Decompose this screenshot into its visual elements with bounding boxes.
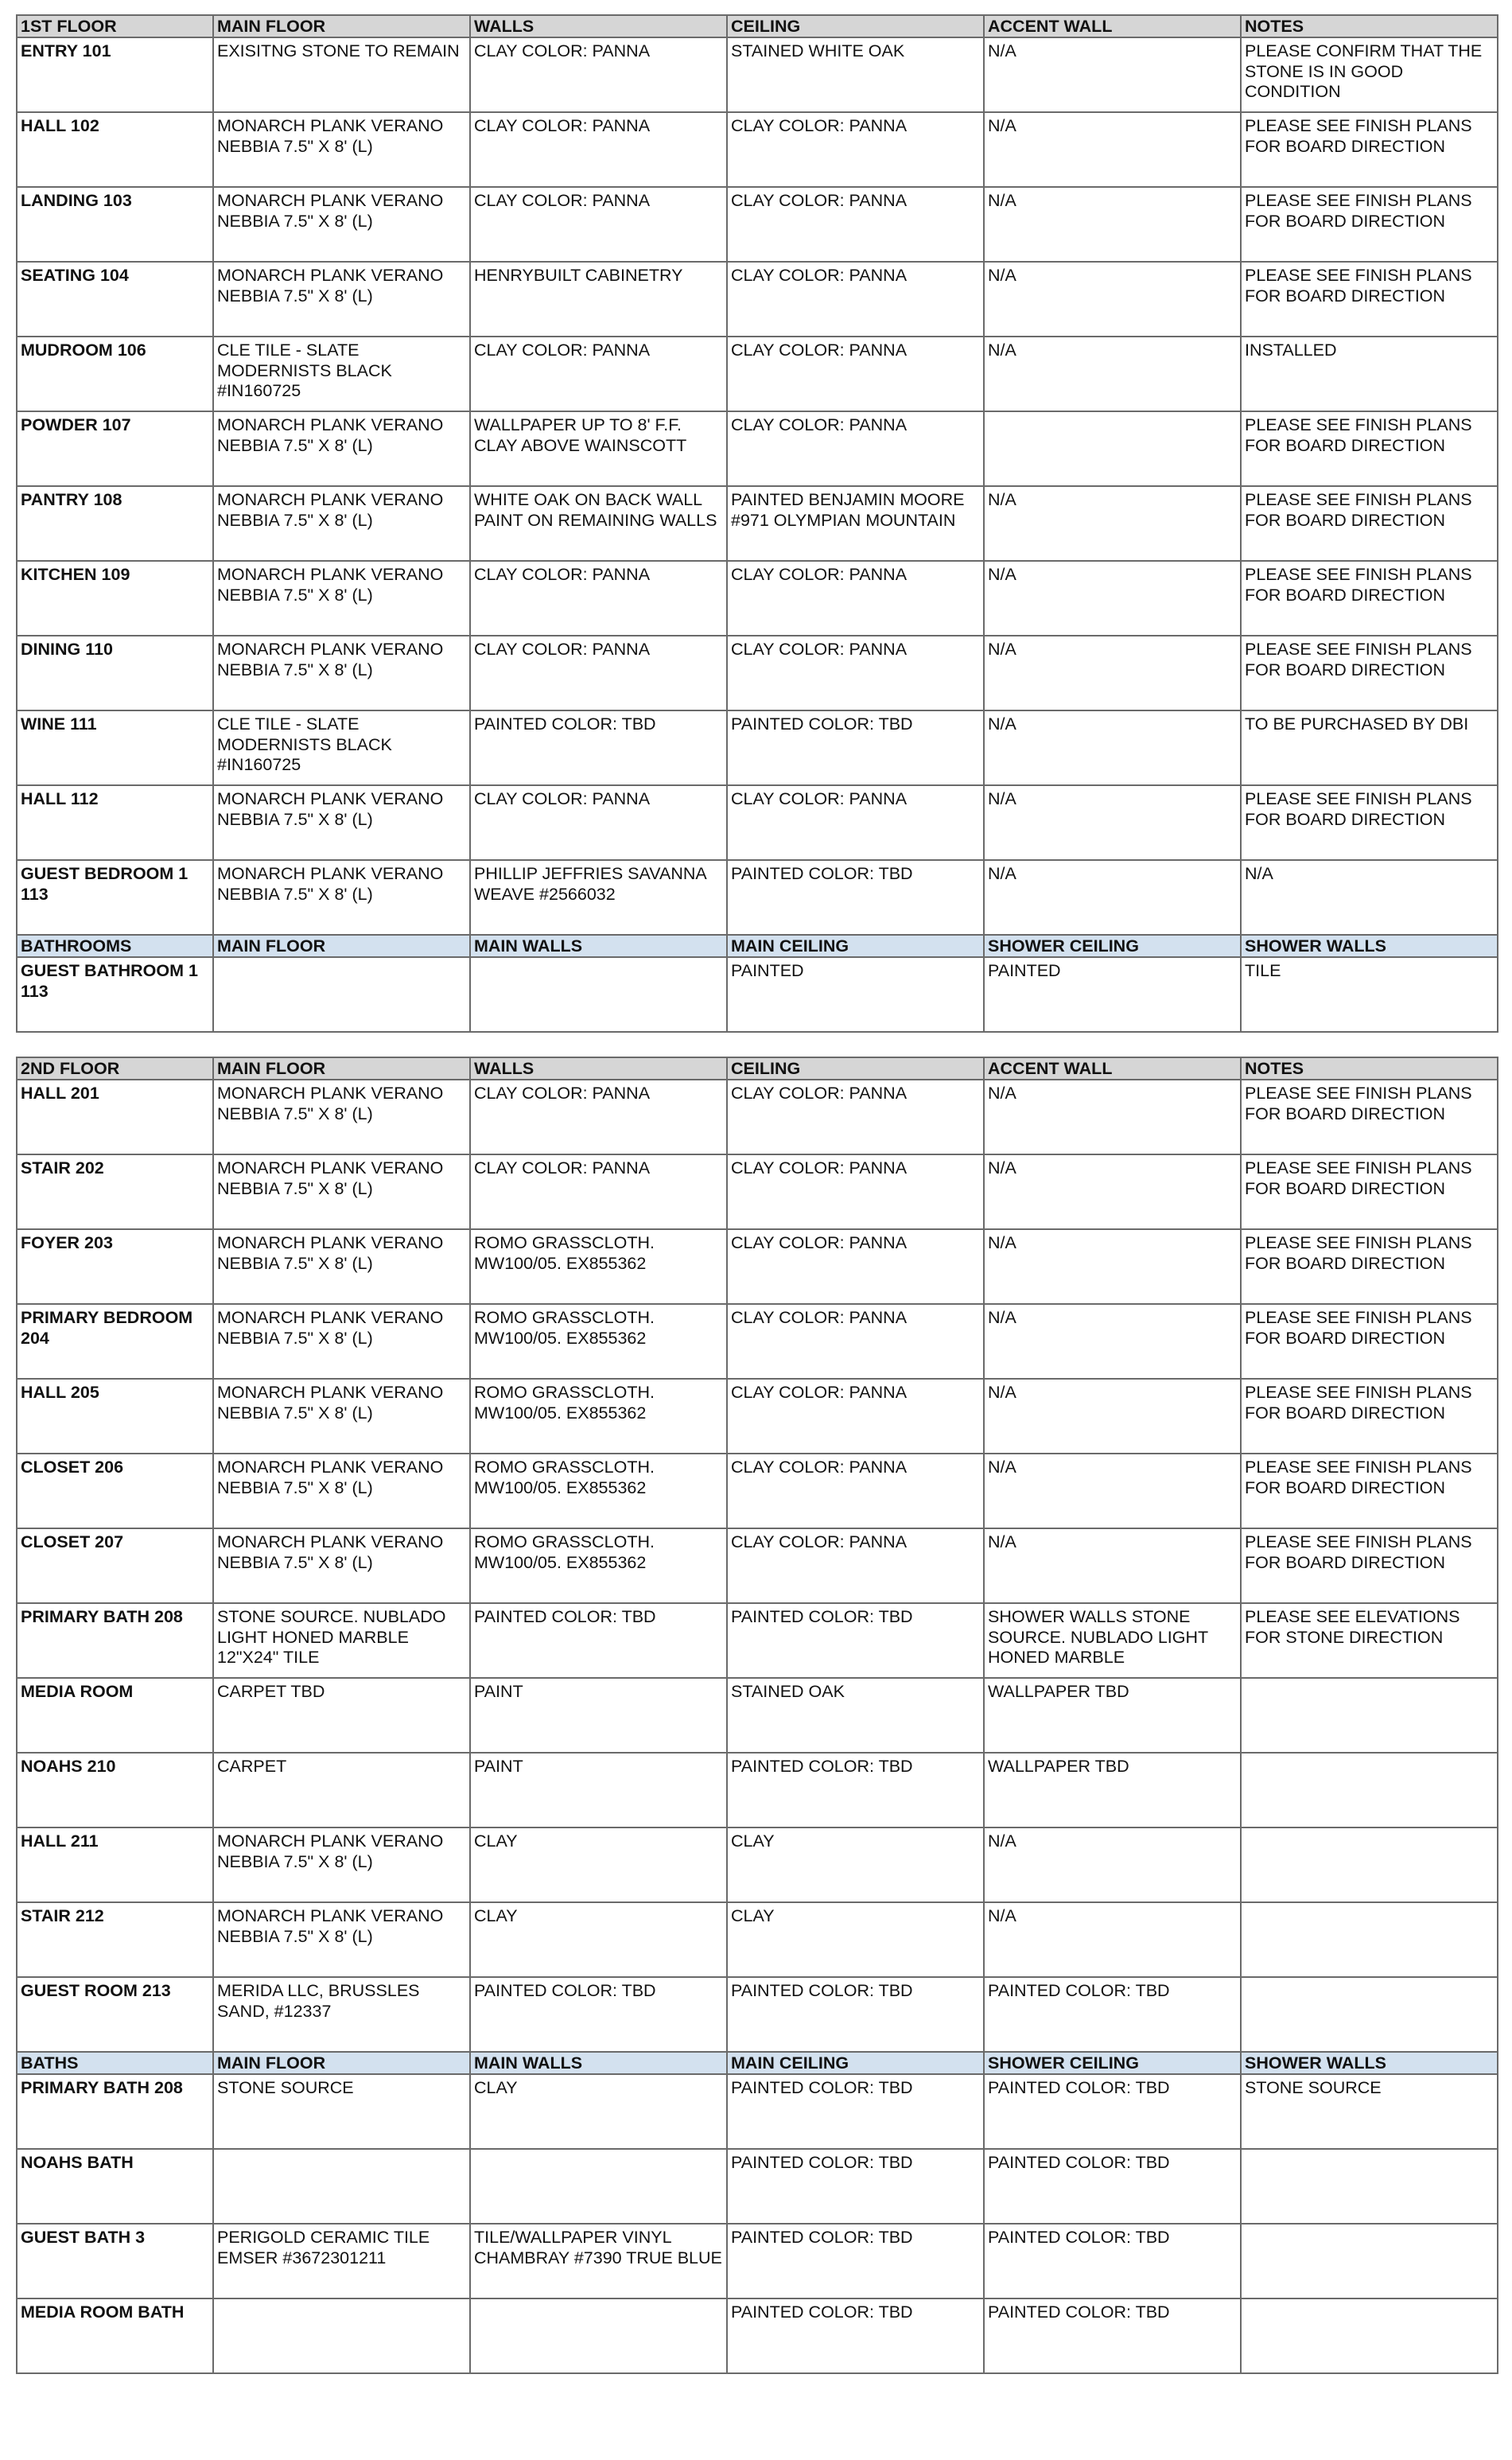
finish-cell-ceiling: STAINED WHITE OAK — [727, 37, 984, 112]
finish-cell-ceiling: CLAY COLOR: PANNA — [727, 1528, 984, 1603]
finish-cell-walls: PAINT — [470, 1753, 727, 1827]
finish-cell-shower-ceiling: PAINTED COLOR: TBD — [984, 2298, 1241, 2373]
finish-cell-main-floor: MONARCH PLANK VERANO NEBBIA 7.5" X 8' (L) — [213, 1902, 470, 1977]
column-header: NOTES — [1241, 1057, 1498, 1080]
room-name-cell: WINE 111 — [17, 710, 213, 785]
finish-cell-ceiling: CLAY — [727, 1902, 984, 1977]
room-name-cell: FOYER 203 — [17, 1229, 213, 1304]
column-header: ACCENT WALL — [984, 15, 1241, 37]
finish-cell-accent-wall: PAINTED COLOR: TBD — [984, 1977, 1241, 2052]
section-gap — [16, 1033, 1497, 1057]
finish-cell-main-floor: MONARCH PLANK VERANO NEBBIA 7.5" X 8' (L) — [213, 411, 470, 486]
finish-cell-main-floor: MONARCH PLANK VERANO NEBBIA 7.5" X 8' (L) — [213, 262, 470, 337]
first-floor-table — [16, 14, 1498, 1033]
finish-cell-main-floor: MONARCH PLANK VERANO NEBBIA 7.5" X 8' (L) — [213, 1454, 470, 1528]
finish-cell-walls: PAINTED COLOR: TBD — [470, 1977, 727, 2052]
column-header: SHOWER CEILING — [984, 2052, 1241, 2074]
column-header: 2ND FLOOR — [17, 1057, 213, 1080]
finish-cell-ceiling: PAINTED BENJAMIN MOORE #971 OLYMPIAN MOUNTAIN — [727, 486, 984, 561]
table-row — [17, 1977, 1498, 2052]
finish-cell-notes: PLEASE SEE FINISH PLANS FOR BOARD DIRECTION — [1241, 1229, 1498, 1304]
table-row — [17, 486, 1498, 561]
finish-cell-ceiling: CLAY COLOR: PANNA — [727, 1229, 984, 1304]
finish-cell-accent-wall: N/A — [984, 1080, 1241, 1154]
column-header: BATHROOMS — [17, 935, 213, 957]
finish-cell-notes: PLEASE SEE FINISH PLANS FOR BOARD DIRECTION — [1241, 486, 1498, 561]
finish-cell-main-floor: MONARCH PLANK VERANO NEBBIA 7.5" X 8' (L) — [213, 1229, 470, 1304]
finish-cell-notes: PLEASE CONFIRM THAT THE STONE IS IN GOOD CONDITION — [1241, 37, 1498, 112]
finish-cell-shower-ceiling: PAINTED COLOR: TBD — [984, 2074, 1241, 2149]
table-row — [17, 2074, 1498, 2149]
finish-cell-notes: N/A — [1241, 860, 1498, 935]
finish-cell-ceiling: CLAY COLOR: PANNA — [727, 262, 984, 337]
table-row — [17, 1080, 1498, 1154]
room-name-cell: HALL 102 — [17, 112, 213, 187]
finish-cell-walls: ROMO GRASSCLOTH. MW100/05. EX855362 — [470, 1454, 727, 1528]
finish-cell-main-walls — [470, 2298, 727, 2373]
room-name-cell: CLOSET 207 — [17, 1528, 213, 1603]
finish-cell-ceiling: CLAY — [727, 1827, 984, 1902]
finish-cell-notes: PLEASE SEE FINISH PLANS FOR BOARD DIRECTION — [1241, 411, 1498, 486]
finish-cell-notes — [1241, 1678, 1498, 1753]
finish-cell-main-floor: CLE TILE - SLATE MODERNISTS BLACK #IN160725 — [213, 337, 470, 411]
finish-cell-accent-wall: N/A — [984, 710, 1241, 785]
finish-cell-walls: ROMO GRASSCLOTH. MW100/05. EX855362 — [470, 1229, 727, 1304]
table-row — [17, 2149, 1498, 2224]
finish-cell-main-ceiling: PAINTED COLOR: TBD — [727, 2074, 984, 2149]
finish-cell-accent-wall: N/A — [984, 337, 1241, 411]
finish-cell-walls: CLAY COLOR: PANNA — [470, 337, 727, 411]
room-name-cell: GUEST BATHROOM 1 113 — [17, 957, 213, 1032]
finish-cell-main-ceiling: PAINTED COLOR: TBD — [727, 2149, 984, 2224]
room-name-cell: SEATING 104 — [17, 262, 213, 337]
finish-cell-accent-wall — [984, 411, 1241, 486]
finish-cell-main-floor: MONARCH PLANK VERANO NEBBIA 7.5" X 8' (L) — [213, 785, 470, 860]
table-row — [17, 1753, 1498, 1827]
finish-cell-walls: CLAY COLOR: PANNA — [470, 785, 727, 860]
column-header: WALLS — [470, 1057, 727, 1080]
table-row — [17, 860, 1498, 935]
finish-cell-notes: PLEASE SEE FINISH PLANS FOR BOARD DIRECTION — [1241, 561, 1498, 636]
column-header: MAIN CEILING — [727, 2052, 984, 2074]
section-header-bathrooms — [17, 935, 1498, 957]
finish-cell-accent-wall: N/A — [984, 37, 1241, 112]
finish-cell-main-ceiling: PAINTED — [727, 957, 984, 1032]
finish-cell-walls: ROMO GRASSCLOTH. MW100/05. EX855362 — [470, 1304, 727, 1379]
table-row — [17, 262, 1498, 337]
finish-cell-ceiling: STAINED OAK — [727, 1678, 984, 1753]
finish-cell-ceiling: CLAY COLOR: PANNA — [727, 1080, 984, 1154]
finish-cell-shower-walls: STONE SOURCE — [1241, 2074, 1498, 2149]
finish-cell-main-floor — [213, 2298, 470, 2373]
finish-cell-shower-ceiling: PAINTED COLOR: TBD — [984, 2224, 1241, 2298]
finish-cell-notes: PLEASE SEE FINISH PLANS FOR BOARD DIRECTION — [1241, 1379, 1498, 1454]
finish-cell-accent-wall: N/A — [984, 486, 1241, 561]
finish-cell-ceiling: CLAY COLOR: PANNA — [727, 785, 984, 860]
room-name-cell: HALL 211 — [17, 1827, 213, 1902]
finish-cell-accent-wall: N/A — [984, 112, 1241, 187]
room-name-cell: STAIR 202 — [17, 1154, 213, 1229]
finish-cell-main-floor: MONARCH PLANK VERANO NEBBIA 7.5" X 8' (L) — [213, 561, 470, 636]
finish-cell-accent-wall: N/A — [984, 785, 1241, 860]
column-header: MAIN FLOOR — [213, 1057, 470, 1080]
room-name-cell: PRIMARY BATH 208 — [17, 1603, 213, 1678]
finish-cell-walls: CLAY COLOR: PANNA — [470, 1080, 727, 1154]
finish-cell-main-floor: EXISITNG STONE TO REMAIN — [213, 37, 470, 112]
table-row — [17, 561, 1498, 636]
section-header-baths — [17, 2052, 1498, 2074]
finish-cell-shower-walls: TILE — [1241, 957, 1498, 1032]
finish-cell-walls: WHITE OAK ON BACK WALL PAINT ON REMAINING WALLS — [470, 486, 727, 561]
table-row — [17, 37, 1498, 112]
finish-cell-walls: PAINT — [470, 1678, 727, 1753]
room-name-cell: POWDER 107 — [17, 411, 213, 486]
finish-cell-notes: PLEASE SEE FINISH PLANS FOR BOARD DIRECTION — [1241, 1304, 1498, 1379]
finish-cell-walls: CLAY COLOR: PANNA — [470, 112, 727, 187]
finish-cell-accent-wall: N/A — [984, 1304, 1241, 1379]
finish-cell-main-walls: CLAY — [470, 2074, 727, 2149]
table-row — [17, 112, 1498, 187]
table-row — [17, 1603, 1498, 1678]
finish-cell-main-floor — [213, 2149, 470, 2224]
finish-cell-ceiling: PAINTED COLOR: TBD — [727, 710, 984, 785]
finish-cell-ceiling: CLAY COLOR: PANNA — [727, 636, 984, 710]
finish-cell-main-floor: CARPET TBD — [213, 1678, 470, 1753]
column-header: MAIN WALLS — [470, 935, 727, 957]
first-floor-body — [17, 15, 1498, 1032]
column-header: SHOWER CEILING — [984, 935, 1241, 957]
room-name-cell: CLOSET 206 — [17, 1454, 213, 1528]
table-row — [17, 1678, 1498, 1753]
finish-cell-main-floor — [213, 957, 470, 1032]
finish-cell-walls: WALLPAPER UP TO 8' F.F. CLAY ABOVE WAINSCOTT — [470, 411, 727, 486]
finish-cell-ceiling: CLAY COLOR: PANNA — [727, 1154, 984, 1229]
finish-cell-accent-wall: N/A — [984, 1379, 1241, 1454]
column-header: 1ST FLOOR — [17, 15, 213, 37]
finish-cell-accent-wall: N/A — [984, 860, 1241, 935]
finish-cell-walls: CLAY COLOR: PANNA — [470, 37, 727, 112]
table-row — [17, 1454, 1498, 1528]
finish-cell-ceiling: CLAY COLOR: PANNA — [727, 1304, 984, 1379]
room-name-cell: ENTRY 101 — [17, 37, 213, 112]
finish-cell-accent-wall: N/A — [984, 1528, 1241, 1603]
table-row — [17, 1827, 1498, 1902]
finish-cell-notes — [1241, 1827, 1498, 1902]
room-name-cell: MUDROOM 106 — [17, 337, 213, 411]
column-header: MAIN FLOOR — [213, 2052, 470, 2074]
finish-cell-notes: INSTALLED — [1241, 337, 1498, 411]
table-row — [17, 411, 1498, 486]
finish-cell-ceiling: CLAY COLOR: PANNA — [727, 337, 984, 411]
column-header: CEILING — [727, 15, 984, 37]
finish-cell-accent-wall: N/A — [984, 187, 1241, 262]
finish-cell-accent-wall: N/A — [984, 561, 1241, 636]
table-row — [17, 1154, 1498, 1229]
finish-cell-ceiling: CLAY COLOR: PANNA — [727, 187, 984, 262]
finish-cell-ceiling: CLAY COLOR: PANNA — [727, 112, 984, 187]
finish-cell-main-floor: CLE TILE - SLATE MODERNISTS BLACK #IN160725 — [213, 710, 470, 785]
table-row — [17, 1902, 1498, 1977]
finish-schedule — [16, 14, 1497, 2374]
table-row — [17, 187, 1498, 262]
finish-cell-notes: PLEASE SEE FINISH PLANS FOR BOARD DIRECTION — [1241, 1528, 1498, 1603]
section-header-2nd-floor — [17, 1057, 1498, 1080]
finish-cell-shower-walls — [1241, 2224, 1498, 2298]
finish-cell-main-floor: MONARCH PLANK VERANO NEBBIA 7.5" X 8' (L) — [213, 1827, 470, 1902]
finish-cell-notes: PLEASE SEE FINISH PLANS FOR BOARD DIRECTION — [1241, 785, 1498, 860]
finish-cell-ceiling: PAINTED COLOR: TBD — [727, 1603, 984, 1678]
finish-cell-main-floor: MONARCH PLANK VERANO NEBBIA 7.5" X 8' (L) — [213, 636, 470, 710]
table-row — [17, 337, 1498, 411]
finish-cell-notes: TO BE PURCHASED BY DBI — [1241, 710, 1498, 785]
finish-cell-walls: PAINTED COLOR: TBD — [470, 1603, 727, 1678]
finish-cell-main-floor: MONARCH PLANK VERANO NEBBIA 7.5" X 8' (L) — [213, 860, 470, 935]
finish-cell-shower-ceiling: PAINTED COLOR: TBD — [984, 2149, 1241, 2224]
room-name-cell: PRIMARY BEDROOM 204 — [17, 1304, 213, 1379]
finish-cell-ceiling: CLAY COLOR: PANNA — [727, 1379, 984, 1454]
finish-cell-notes: PLEASE SEE FINISH PLANS FOR BOARD DIRECTION — [1241, 1080, 1498, 1154]
room-name-cell: MEDIA ROOM BATH — [17, 2298, 213, 2373]
table-row — [17, 1528, 1498, 1603]
room-name-cell: STAIR 212 — [17, 1902, 213, 1977]
finish-cell-accent-wall: N/A — [984, 262, 1241, 337]
finish-cell-main-floor: MONARCH PLANK VERANO NEBBIA 7.5" X 8' (L) — [213, 1154, 470, 1229]
finish-cell-main-floor: MERIDA LLC, BRUSSLES SAND, #12337 — [213, 1977, 470, 2052]
finish-cell-main-floor: MONARCH PLANK VERANO NEBBIA 7.5" X 8' (L) — [213, 486, 470, 561]
table-row — [17, 957, 1498, 1032]
finish-cell-main-floor: CARPET — [213, 1753, 470, 1827]
finish-cell-accent-wall: N/A — [984, 1827, 1241, 1902]
finish-cell-ceiling: PAINTED COLOR: TBD — [727, 1977, 984, 2052]
finish-cell-accent-wall: N/A — [984, 1454, 1241, 1528]
finish-cell-walls: HENRYBUILT CABINETRY — [470, 262, 727, 337]
finish-cell-notes: PLEASE SEE FINISH PLANS FOR BOARD DIRECTION — [1241, 262, 1498, 337]
room-name-cell: HALL 205 — [17, 1379, 213, 1454]
room-name-cell: GUEST BEDROOM 1 113 — [17, 860, 213, 935]
finish-cell-main-floor: STONE SOURCE — [213, 2074, 470, 2149]
finish-cell-notes — [1241, 1902, 1498, 1977]
column-header: MAIN CEILING — [727, 935, 984, 957]
column-header: BATHS — [17, 2052, 213, 2074]
finish-cell-notes: PLEASE SEE FINISH PLANS FOR BOARD DIRECTION — [1241, 636, 1498, 710]
finish-cell-ceiling: PAINTED COLOR: TBD — [727, 1753, 984, 1827]
finish-cell-shower-walls — [1241, 2149, 1498, 2224]
finish-cell-main-floor: MONARCH PLANK VERANO NEBBIA 7.5" X 8' (L) — [213, 1379, 470, 1454]
table-row — [17, 2298, 1498, 2373]
table-row — [17, 710, 1498, 785]
finish-cell-accent-wall: WALLPAPER TBD — [984, 1753, 1241, 1827]
finish-cell-main-ceiling: PAINTED COLOR: TBD — [727, 2298, 984, 2373]
column-header: MAIN WALLS — [470, 2052, 727, 2074]
finish-cell-walls: CLAY — [470, 1827, 727, 1902]
room-name-cell: GUEST BATH 3 — [17, 2224, 213, 2298]
finish-cell-main-walls: TILE/WALLPAPER VINYL CHAMBRAY #7390 TRUE BLUE — [470, 2224, 727, 2298]
finish-cell-main-floor: MONARCH PLANK VERANO NEBBIA 7.5" X 8' (L) — [213, 187, 470, 262]
finish-cell-walls: ROMO GRASSCLOTH. MW100/05. EX855362 — [470, 1528, 727, 1603]
finish-cell-notes — [1241, 1977, 1498, 2052]
table-row — [17, 785, 1498, 860]
finish-cell-notes: PLEASE SEE FINISH PLANS FOR BOARD DIRECTION — [1241, 1454, 1498, 1528]
column-header: SHOWER WALLS — [1241, 935, 1498, 957]
room-name-cell: HALL 201 — [17, 1080, 213, 1154]
column-header: NOTES — [1241, 15, 1498, 37]
second-floor-body — [17, 1057, 1498, 2373]
finish-cell-ceiling: CLAY COLOR: PANNA — [727, 411, 984, 486]
finish-cell-ceiling: CLAY COLOR: PANNA — [727, 1454, 984, 1528]
column-header: MAIN FLOOR — [213, 935, 470, 957]
finish-cell-walls: CLAY COLOR: PANNA — [470, 1154, 727, 1229]
column-header: MAIN FLOOR — [213, 15, 470, 37]
room-name-cell: DINING 110 — [17, 636, 213, 710]
room-name-cell: HALL 112 — [17, 785, 213, 860]
finish-cell-main-floor: PERIGOLD CERAMIC TILE EMSER #3672301211 — [213, 2224, 470, 2298]
room-name-cell: PRIMARY BATH 208 — [17, 2074, 213, 2149]
room-name-cell: PANTRY 108 — [17, 486, 213, 561]
table-row — [17, 1304, 1498, 1379]
finish-cell-walls: CLAY COLOR: PANNA — [470, 561, 727, 636]
room-name-cell: LANDING 103 — [17, 187, 213, 262]
column-header: WALLS — [470, 15, 727, 37]
section-header-1st-floor — [17, 15, 1498, 37]
finish-cell-accent-wall: N/A — [984, 1154, 1241, 1229]
finish-cell-notes: PLEASE SEE ELEVATIONS FOR STONE DIRECTION — [1241, 1603, 1498, 1678]
finish-cell-main-ceiling: PAINTED COLOR: TBD — [727, 2224, 984, 2298]
finish-cell-ceiling: PAINTED COLOR: TBD — [727, 860, 984, 935]
finish-cell-accent-wall: N/A — [984, 636, 1241, 710]
second-floor-table — [16, 1057, 1498, 2374]
finish-cell-accent-wall: N/A — [984, 1902, 1241, 1977]
room-name-cell: NOAHS 210 — [17, 1753, 213, 1827]
finish-cell-notes — [1241, 1753, 1498, 1827]
finish-cell-main-floor: MONARCH PLANK VERANO NEBBIA 7.5" X 8' (L) — [213, 1528, 470, 1603]
finish-cell-accent-wall: N/A — [984, 1229, 1241, 1304]
finish-cell-accent-wall: WALLPAPER TBD — [984, 1678, 1241, 1753]
room-name-cell: KITCHEN 109 — [17, 561, 213, 636]
table-row — [17, 636, 1498, 710]
table-row — [17, 1229, 1498, 1304]
table-row — [17, 1379, 1498, 1454]
finish-cell-walls: ROMO GRASSCLOTH. MW100/05. EX855362 — [470, 1379, 727, 1454]
finish-cell-accent-wall: SHOWER WALLS STONE SOURCE. NUBLADO LIGHT HONED MARBLE — [984, 1603, 1241, 1678]
finish-cell-shower-ceiling: PAINTED — [984, 957, 1241, 1032]
finish-cell-main-floor: STONE SOURCE. NUBLADO LIGHT HONED MARBLE 12"X24" TILE — [213, 1603, 470, 1678]
finish-cell-walls: CLAY COLOR: PANNA — [470, 636, 727, 710]
column-header: ACCENT WALL — [984, 1057, 1241, 1080]
finish-cell-walls: CLAY COLOR: PANNA — [470, 187, 727, 262]
finish-cell-notes: PLEASE SEE FINISH PLANS FOR BOARD DIRECTION — [1241, 1154, 1498, 1229]
finish-cell-ceiling: CLAY COLOR: PANNA — [727, 561, 984, 636]
finish-cell-walls: CLAY — [470, 1902, 727, 1977]
column-header: SHOWER WALLS — [1241, 2052, 1498, 2074]
finish-cell-main-walls — [470, 957, 727, 1032]
finish-cell-notes: PLEASE SEE FINISH PLANS FOR BOARD DIRECTION — [1241, 187, 1498, 262]
finish-cell-main-floor: MONARCH PLANK VERANO NEBBIA 7.5" X 8' (L) — [213, 1080, 470, 1154]
finish-cell-main-walls — [470, 2149, 727, 2224]
finish-cell-walls: PAINTED COLOR: TBD — [470, 710, 727, 785]
finish-cell-notes: PLEASE SEE FINISH PLANS FOR BOARD DIRECTION — [1241, 112, 1498, 187]
finish-cell-shower-walls — [1241, 2298, 1498, 2373]
room-name-cell: MEDIA ROOM — [17, 1678, 213, 1753]
room-name-cell: NOAHS BATH — [17, 2149, 213, 2224]
column-header: CEILING — [727, 1057, 984, 1080]
finish-cell-main-floor: MONARCH PLANK VERANO NEBBIA 7.5" X 8' (L) — [213, 112, 470, 187]
finish-cell-main-floor: MONARCH PLANK VERANO NEBBIA 7.5" X 8' (L) — [213, 1304, 470, 1379]
room-name-cell: GUEST ROOM 213 — [17, 1977, 213, 2052]
finish-cell-walls: PHILLIP JEFFRIES SAVANNA WEAVE #2566032 — [470, 860, 727, 935]
table-row — [17, 2224, 1498, 2298]
